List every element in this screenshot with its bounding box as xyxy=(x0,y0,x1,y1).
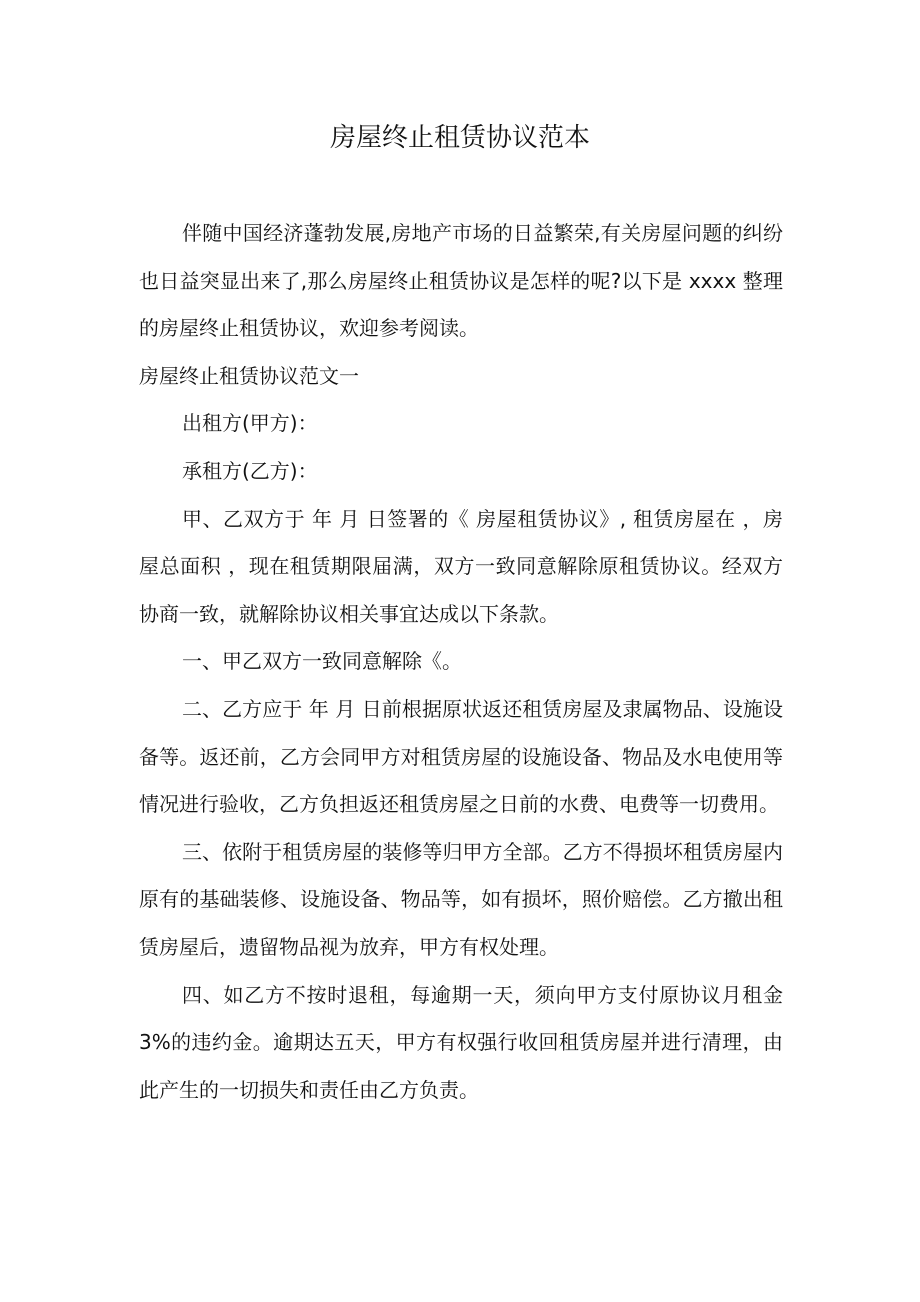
document-title: 房屋终止租赁协议范本 xyxy=(329,123,590,153)
section-heading: 房屋终止租赁协议范文一 xyxy=(139,363,359,388)
clause-4: 四、如乙方不按时退租，每逾期一天，须向甲方支付原协议月租金 3%的违约金。逾期达五天，甲方有权强行收回租赁房屋并进行清理，由此产生的一切损失和责任由乙方负责。 xyxy=(139,982,783,1102)
clause-3: 三、依附于租赁房屋的装修等归甲方全部。乙方不得损坏租赁房屋内原有的基础装修、设施设备、物品等，如有损坏，照价赔偿。乙方撤出租赁房屋后，遗留物品视为放弃，甲方有权处理。 xyxy=(139,839,783,959)
clause-1: 一、甲乙双方一致同意解除《。 xyxy=(182,649,462,674)
paragraph-agreement: 甲、乙双方于 年 月 日签署的《 房屋租赁协议》, 租赁房屋在 ，房屋总面积 ，现在租赁期限届满，双方一致同意解除原租赁协议。经双方协商一致，就解除协议相关事宜达成以下条款。 xyxy=(139,506,783,626)
document-body xyxy=(139,210,783,1114)
clause-2: 二、乙方应于 年 月 日前根据原状返还租赁房屋及隶属物品、设施设备等。返还前，乙方会同甲方对租赁房屋的设施设备、物品及水电使用等情况进行验收，乙方负担返还租赁房屋之日前的水费、电费等一切费用。 xyxy=(139,696,783,817)
party-a-line: 出租方(甲方)： xyxy=(182,411,318,436)
paragraph-intro: 伴随中国经济蓬勃发展,房地产市场的日益繁荣,有关房屋问题的纠纷也日益突显出来了,那么房屋终止租赁协议是怎样的呢?以下是 xxxx 整理的房屋终止租赁协议，欢迎参考阅读。 xyxy=(139,221,783,341)
party-b-line: 承租方(乙方)： xyxy=(182,458,318,483)
